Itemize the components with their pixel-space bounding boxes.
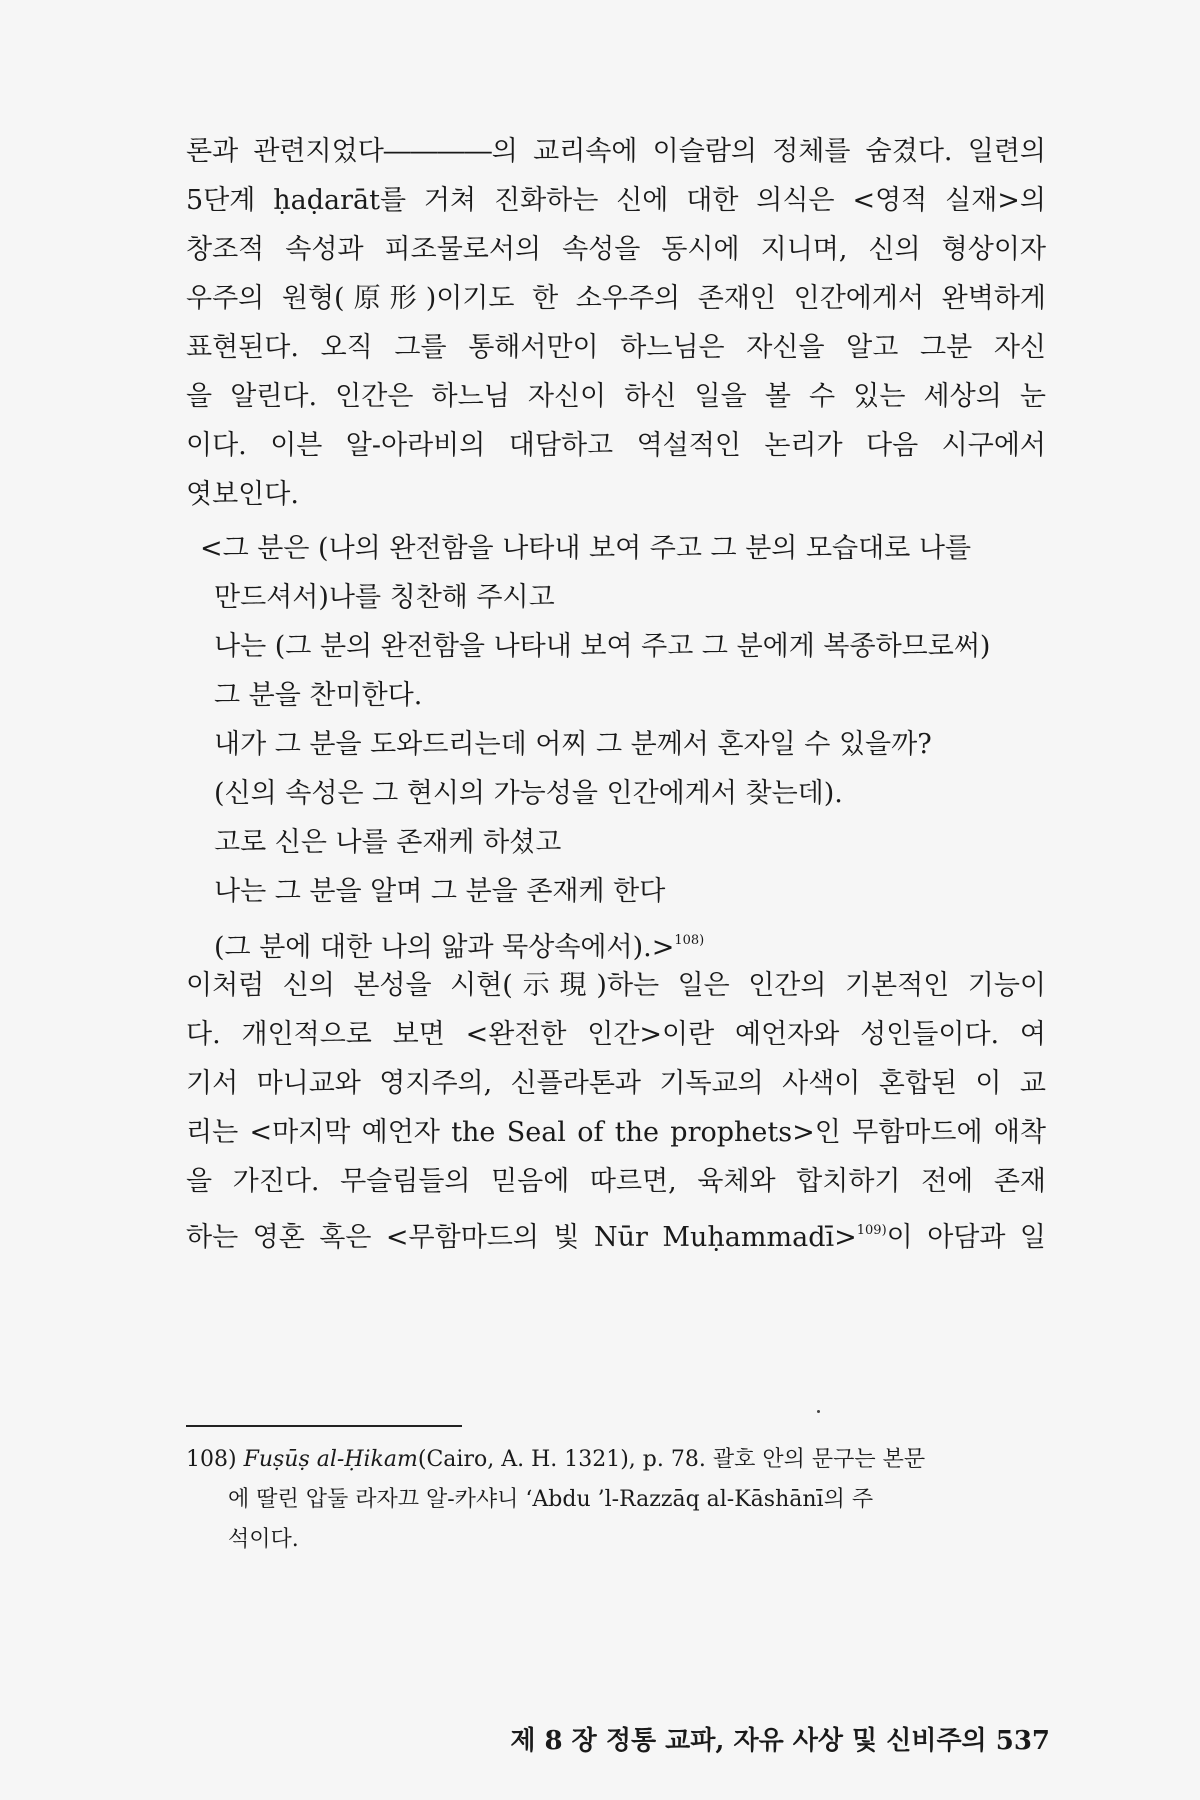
footnote-separator [186,1425,462,1427]
footnote-line: 석이다. [228,1527,299,1552]
text-line: 이다. 이븐 알-아라비의 대담하고 역설적인 논리가 다음 시구에서 [186,430,1046,461]
text-line [186,1206,1046,1255]
poem-line [200,916,1060,965]
text-line: 다. 개인적으로 보면 <완전한 인간>이란 예언자와 성인들이다. 여 [186,1019,1046,1050]
footnote-line [186,1440,1046,1480]
text-segment: 하는 영혼 혹은 <무함마드의 빛 Nūr Muḥammadī> [186,1222,857,1253]
poem-line: 나는 (그 분의 완전함을 나타내 보여 주고 그 분에게 복종하므로써) [214,631,991,662]
footnote-ref-108: 108) [674,933,705,948]
text-line: 을 가진다. 무슬림들의 믿음에 따르면, 육체와 합치하기 전에 존재 [186,1166,1046,1197]
text-line: 리는 <마지막 예언자 the Seal of the prophets>인 무함마드에 애착 [186,1117,1046,1148]
text-line: 을 알린다. 인간은 하느님 자신이 하신 일을 볼 수 있는 세상의 눈 [186,381,1046,412]
paragraph-1 [186,127,1046,519]
footnote-line: 에 딸린 압둘 라자끄 알-카샤니 ‘Abdu ’l-Razzāq al-Kāshānī의 주 [228,1487,874,1512]
footnote-ref-109: 109) [856,1223,887,1238]
footnote-title: Fuṣūṣ al-Ḥikam [243,1447,418,1472]
text-line: 창조적 속성과 피조물로서의 속성을 동시에 지니며, 신의 형상이자 [186,234,1046,265]
text-line: 우주의 원형(原形)이기도 한 소우주의 존재인 인간에게서 완벽하게 [186,283,1046,314]
footnote-number: 108) [186,1447,237,1472]
poem-line: <그 분은 (나의 완전함을 나타내 보여 주고 그 분의 모습대로 나를 [200,533,972,564]
poem-line: 내가 그 분을 도와드리는데 어찌 그 분께서 혼자일 수 있을까? [214,729,932,760]
text-line: 표현된다. 오직 그를 통해서만이 하느님은 자신을 알고 그분 자신 [186,332,1046,363]
text-line: 5단계 ḥaḍarāt를 거쳐 진화하는 신에 대한 의식은 <영적 실재>의 [186,185,1046,216]
poem-quote [200,524,1060,965]
paragraph-2 [186,961,1046,1255]
poem-line: 나는 그 분을 알며 그 분을 존재케 한다 [214,876,666,907]
text-line: 엿보인다. [186,479,299,510]
stray-dot [817,1410,820,1413]
text-line: 론과 관련지었다――――의 교리속에 이슬람의 정체를 숨겼다. 일련의 [186,136,1046,167]
poem-line: (신의 속성은 그 현시의 가능성을 인간에게서 찾는데). [214,778,843,809]
text-line: 이처럼 신의 본성을 시현(示現)하는 일은 인간의 기본적인 기능이 [186,970,1046,1001]
poem-line-text: (그 분에 대한 나의 앎과 묵상속에서).> [214,932,675,963]
text-line: 기서 마니교와 영지주의, 신플라톤과 기독교의 사색이 혼합된 이 교 [186,1068,1046,1099]
footnote-text: (Cairo, A. H. 1321), p. 78. 괄호 안의 문구는 본문 [417,1447,926,1472]
poem-line: 고로 신은 나를 존재케 하셨고 [214,827,562,858]
footnote-108 [186,1440,1046,1560]
text-segment: 이 아담과 일 [886,1222,1047,1253]
poem-line: 만드셔서)나를 칭찬해 주시고 [214,582,555,613]
poem-line: 그 분을 찬미한다. [214,680,423,711]
page-footer: 제 8 장 정통 교파, 자유 사상 및 신비주의 537 [510,1726,1050,1756]
